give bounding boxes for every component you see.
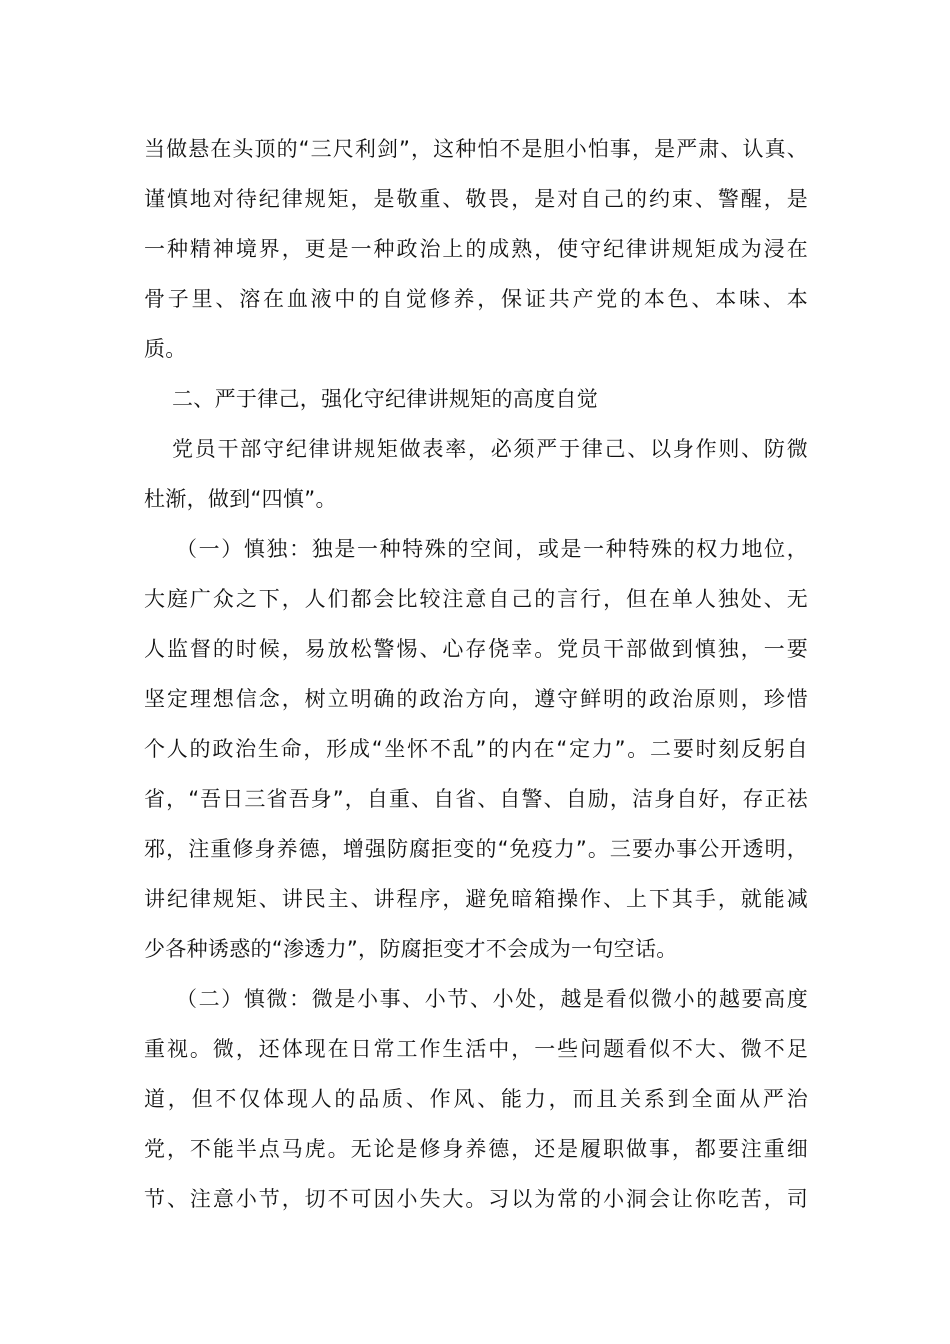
text-line: 党员干部守纪律讲规矩做表率，必须严于律己、以身作则、防微 — [172, 437, 808, 461]
text-line: 党，不能半点马虎。无论是修身养德，还是履职做事，都要注重细 — [144, 1137, 808, 1161]
text-line: 省，“吾日三省吾身”，自重、自省、自警、自励，洁身自好，存正祛 — [144, 787, 808, 811]
text-line: 质。 — [144, 337, 187, 361]
text-line: 一种精神境界，更是一种政治上的成熟，使守纪律讲规矩成为浸在 — [144, 237, 808, 261]
text-line: 大庭广众之下，人们都会比较注意自己的言行，但在单人独处、无 — [144, 587, 808, 611]
text-line: 谨慎地对待纪律规矩，是敬重、敬畏，是对自己的约束、警醒，是 — [144, 187, 808, 211]
text-line: 坚定理想信念，树立明确的政治方向，遵守鲜明的政治原则，珍惜 — [144, 687, 808, 711]
text-line: 道，但不仅体现人的品质、作风、能力，而且关系到全面从严治 — [144, 1087, 808, 1111]
text-line: 骨子里、溶在血液中的自觉修养，保证共产党的本色、本味、本 — [144, 287, 808, 311]
text-line: 节、注意小节，切不可因小失大。习以为常的小洞会让你吃苦，司 — [144, 1187, 808, 1211]
text-line: 杜渐，做到“四慎”。 — [144, 487, 337, 511]
text-line: 当做悬在头顶的“三尺利剑”，这种怕不是胆小怕事，是严肃、认真、 — [144, 137, 808, 161]
text-line: 人监督的时候，易放松警惕、心存侥幸。党员干部做到慎独，一要 — [144, 637, 808, 661]
text-line: 邪，注重修身养德，增强防腐拒变的“免疫力”。三要办事公开透明， — [144, 837, 808, 861]
subsection-line: （一）慎独：独是一种特殊的空间，或是一种特殊的权力地位， — [176, 537, 808, 561]
text-line: 讲纪律规矩、讲民主、讲程序，避免暗箱操作、上下其手，就能减 — [144, 887, 808, 911]
text-line: 少各种诱惑的“渗透力”，防腐拒变才不会成为一句空话。 — [144, 937, 678, 961]
text-line: 个人的政治生命，形成“坐怀不乱”的内在“定力”。二要时刻反躬自 — [144, 737, 808, 761]
section-heading: 二、严于律己，强化守纪律讲规矩的高度自觉 — [172, 387, 598, 411]
text-line: 重视。微，还体现在日常工作生活中，一些问题看似不大、微不足 — [144, 1037, 808, 1061]
subsection-line: （二）慎微：微是小事、小节、小处，越是看似微小的越要高度 — [176, 987, 808, 1011]
